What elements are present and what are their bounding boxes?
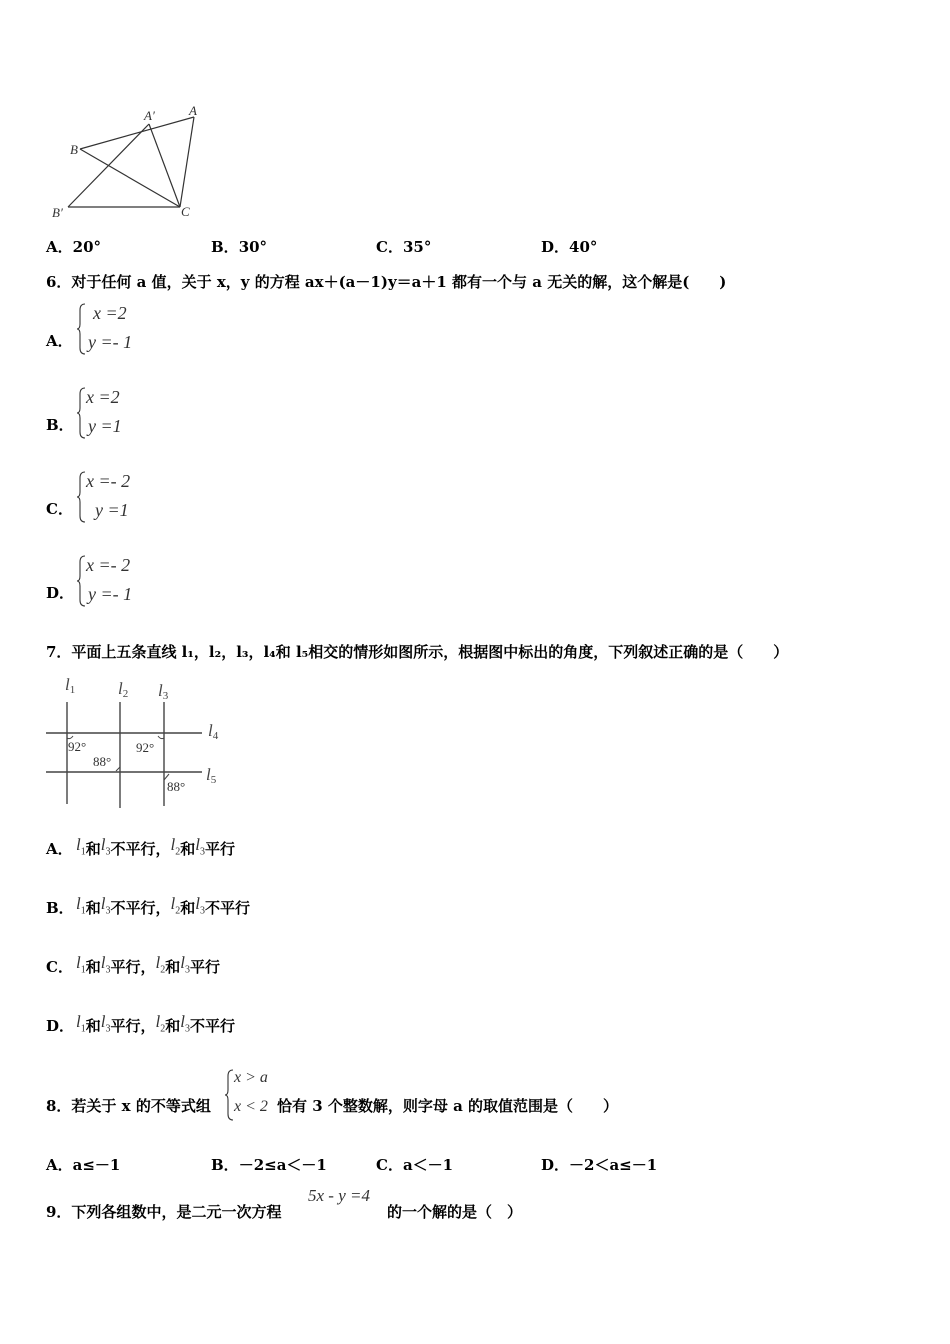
svg-text:l4: l4	[208, 721, 219, 742]
q6-option-a-letter[interactable]: A．	[46, 332, 73, 350]
label-l2: l	[118, 679, 123, 698]
label-B: B	[70, 142, 78, 157]
angle-88-bottom: 88°	[167, 779, 186, 794]
label-C: C	[181, 204, 190, 219]
brace-icon	[224, 1068, 234, 1122]
angle-92-right: 92°	[136, 740, 155, 755]
q5-option-d[interactable]: D．40°	[541, 238, 598, 256]
brace-icon	[76, 386, 86, 440]
q6-stem: 6．对于任何 a 值，关于 x，y 的方程 ax＋(a－1)y＝a＋1 都有一个与 a 无关的解，这个解是( )	[46, 273, 727, 291]
label-l1: l	[65, 675, 70, 694]
q7-stem: 7．平面上五条直线 l₁，l₂，l₃，l₄和 l₅相交的情形如图所示，根据图中标出的角度，下列叙述正确的是（ ）	[46, 643, 789, 661]
q7-option-c[interactable]: C． $l_1$和$l_3$平行，$l_2$和$l_3$平行	[46, 953, 220, 976]
q7-option-a[interactable]: A． $l_1$和$l_3$不平行，$l_2$和$l_3$平行	[46, 835, 235, 858]
q5-option-a[interactable]: A．20°	[46, 238, 102, 256]
q8-option-a[interactable]: A．a≤－1	[46, 1156, 121, 1174]
q7-option-b[interactable]: B． $l_1$和$l_3$不平行，$l_2$和$l_3$不平行	[46, 894, 250, 917]
five-lines-figure	[40, 672, 240, 812]
label-A: A	[189, 103, 197, 118]
svg-text:l5: l5	[206, 765, 217, 786]
brace-icon	[76, 470, 86, 524]
q6-option-b-letter[interactable]: B．	[46, 416, 74, 434]
brace-icon	[76, 302, 86, 356]
triangle-figure	[46, 100, 206, 225]
label-B-prime: B′	[52, 205, 63, 220]
svg-text:l3: l3	[158, 681, 169, 702]
q5-option-b[interactable]: B．30°	[211, 238, 268, 256]
angle-88-middle: 88°	[93, 754, 112, 769]
angle-92-left: 92°	[68, 739, 87, 754]
q8-stem-after: 恰有 3 个整数解，则字母 a 的取值范围是（ ）	[277, 1097, 619, 1115]
q8-option-c[interactable]: C．a＜－1	[376, 1156, 454, 1174]
label-l4: l	[208, 721, 213, 740]
q8-stem-before: 8．若关于 x 的不等式组	[46, 1097, 211, 1115]
svg-text:l2: l2	[118, 679, 129, 700]
q9-stem-after: 的一个解的是（ ）	[387, 1203, 523, 1221]
label-A-prime: A′	[144, 108, 155, 123]
q6-option-c-letter[interactable]: C．	[46, 500, 73, 518]
label-l5: l	[206, 765, 211, 784]
label-l3: l	[158, 681, 163, 700]
brace-icon	[76, 554, 86, 608]
q5-option-c[interactable]: C．35°	[376, 238, 432, 256]
q8-option-d[interactable]: D．－2＜a≤－1	[541, 1156, 658, 1174]
q6-option-d-letter[interactable]: D．	[46, 584, 75, 602]
q7-option-d[interactable]: D． $l_1$和$l_3$平行，$l_2$和$l_3$不平行	[46, 1012, 235, 1035]
q8-option-b[interactable]: B．－2≤a＜－1	[211, 1156, 327, 1174]
svg-text:l1: l1	[65, 675, 76, 696]
q9-equation: 5x - y =4	[308, 1186, 370, 1205]
q9-stem-before: 9．下列各组数中，是二元一次方程	[46, 1203, 282, 1221]
